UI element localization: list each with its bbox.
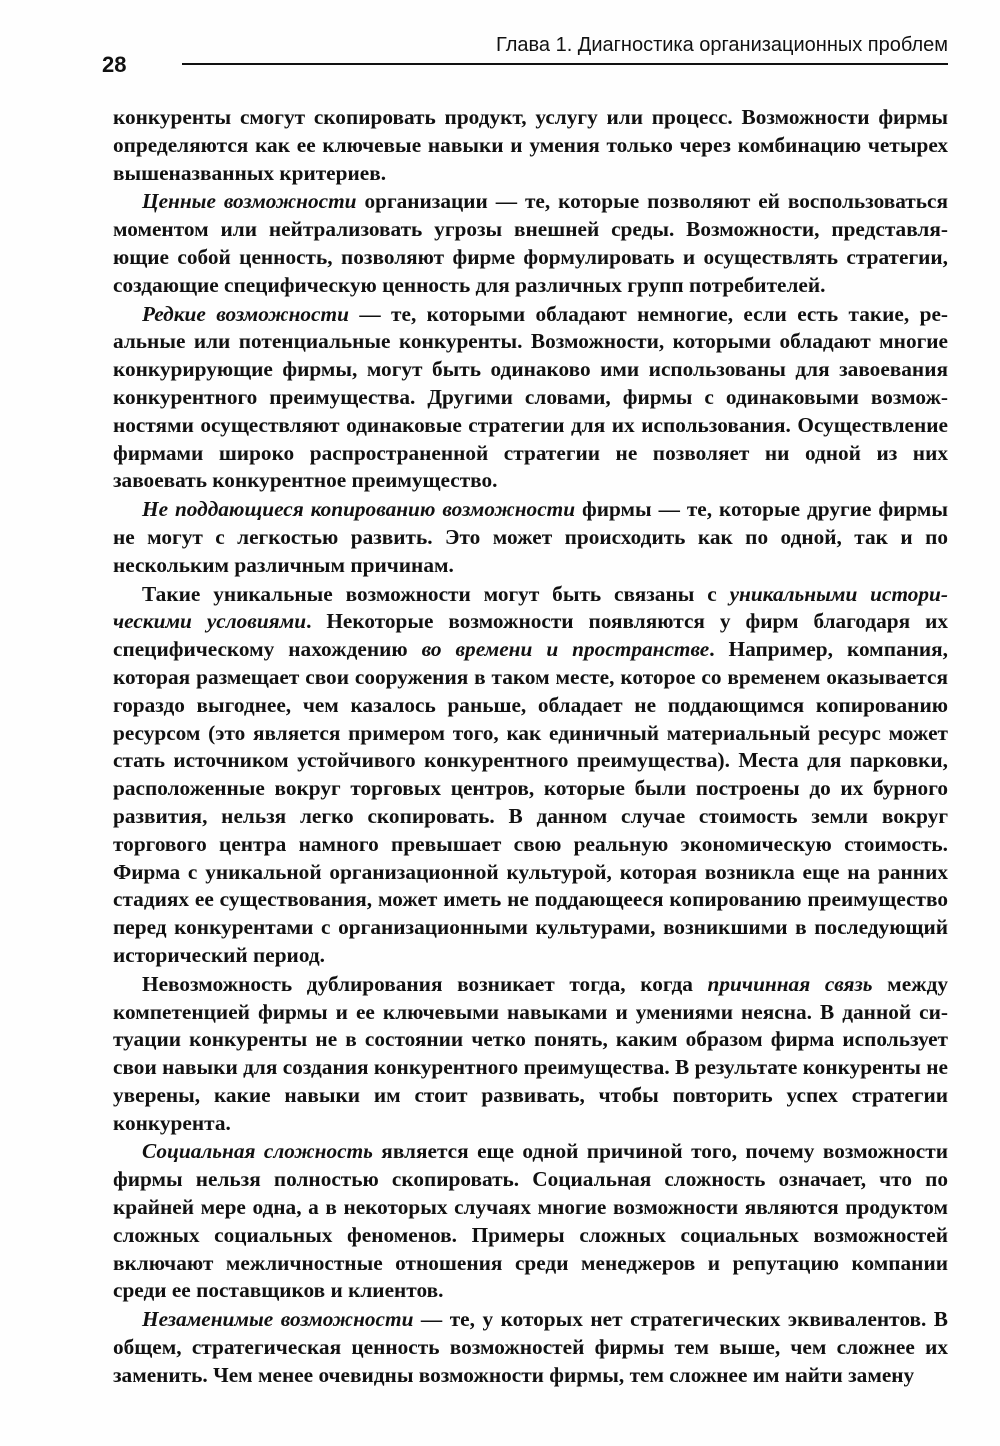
paragraph-rare-capabilities	[113, 301, 948, 496]
term-rare-capabilities: Редкие возможности	[142, 301, 349, 326]
header-rule	[182, 63, 948, 65]
paragraph-social-complexity	[113, 1138, 948, 1305]
paragraph-text: . Например, компания, которая размещает свои сооружения в таком месте, которое со временем оказывается гораздо выгоднее, чем казалось раньше, обладает не поддающимся копированию ресурсом (это является примером того, как единичный материальный ресурс может стать источником устойчивого конкурентного преимущества). Места для парковки, расположенные вокруг торговых центров, которые были построены до их бурного развития, нельзя легко скопировать. В данном случае стоимость земли вокруг торгового центра намного превышает свою реальную экономическую стоимость. Фирма с уникальной организационной культурой, которая возникла еще на ранних стадиях ее существования, может иметь не поддающееся копированию преимущество перед конкурентами с организационными культурами, возникшими в последующий исторический период.	[113, 637, 949, 967]
body-text	[113, 104, 948, 1390]
paragraph-text: Такие уникальные возможности могут быть связаны с	[142, 581, 730, 606]
paragraph-causal-ambiguity	[113, 971, 948, 1138]
paragraph-text: между компетенцией фирмы и ее ключевыми навыками и умениями неясна. В данной ситуации конкуренты не в состоянии четко понять, каким образом фирма использует свои навыки для создания конкурентного преимущества. В результате конкуренты не уверены, какие навыки им стоит развивать, чтобы повторить успех стратегии конкурента.	[113, 971, 949, 1135]
paragraph-text: организации — те, которые позволяют ей воспользоваться моментом или нейтрализовать угрозы внешней среды. Возможности, представляющие собой ценность, позволяют фирме формулировать и осуществлять стратегии, создающие специфическую ценность для различных групп потребителей.	[113, 189, 949, 297]
term-inimitable-capabilities: Не поддающиеся копированию возможности	[142, 497, 576, 522]
chapter-title: Глава 1. Диагностика организационных проблем	[495, 34, 948, 56]
paragraph-text: . Некоторые возможности появляются у фирм благодаря их специфическому нахождению	[113, 609, 948, 662]
paragraph-text: Невозможность дублирования возникает тогда, когда	[142, 971, 708, 996]
paragraph-text: — те, которыми обладают немногие, если есть такие, реальные или потенциальные конкуренты. Возможности, которыми обладают многие конкурирующие фирмы, могут быть одинаково ими использованы для завоевания конкурентного преимущества. Другими словами, фирмы с одинаковыми возможностями осуществляют одинаковые стратегии для их использования. Осуществление фирмами широко распространенной стратегии не позволяет ни одной из них завоевать конкурентное преимущество.	[113, 301, 948, 493]
running-header	[96, 30, 948, 77]
paragraph-nonsubstitutable-capabilities	[113, 1306, 948, 1389]
paragraph-inimitable-capabilities	[113, 496, 948, 579]
page-number: 28	[102, 52, 127, 77]
paragraph-valuable-capabilities	[113, 188, 948, 299]
paragraph-text: — те, у которых нет стратегических эквивалентов. В общем, стратегическая ценность возможностей фирмы тем выше, чем сложнее их заменить. Чем менее очевидны возможности фирмы, тем сложнее им найти замену	[113, 1307, 948, 1387]
term-historical-conditions: уникальными историческими условиями	[113, 581, 948, 634]
term-time-and-space: во времени и пространстве	[421, 637, 710, 662]
paragraph-historical-conditions	[113, 581, 948, 970]
paragraph-text: конкуренты смогут скопировать продукт, услугу или процесс. Возможности фирмы определяются как ее ключевые навыки и умения только через комбинацию четырех вышеназванных критериев.	[113, 105, 948, 185]
paragraph-text: является еще одной причиной того, почему возможности фирмы нельзя полностью скопировать. Социальная сложность означает, что по крайней мере одна, а в некоторых случаях многие возможности являются продуктом сложных социальных феноменов. Примеры сложных социальных возможностей включают межличностные отношения среди менеджеров и репутацию компании среди ее поставщиков и клиентов.	[113, 1139, 948, 1303]
term-valuable-capabilities: Ценные возможности	[142, 189, 357, 214]
term-causal-link: причинная связь	[707, 971, 873, 996]
term-social-complexity: Социальная сложность	[142, 1139, 373, 1164]
paragraph-text: фирмы — те, которые другие фирмы не могут с легкостью развить. Это может происходить как по одной, так и по нескольким различным причинам.	[113, 497, 948, 577]
paragraph-continuation	[113, 104, 948, 187]
term-nonsubstitutable-capabilities: Незаменимые возможности	[142, 1307, 414, 1332]
